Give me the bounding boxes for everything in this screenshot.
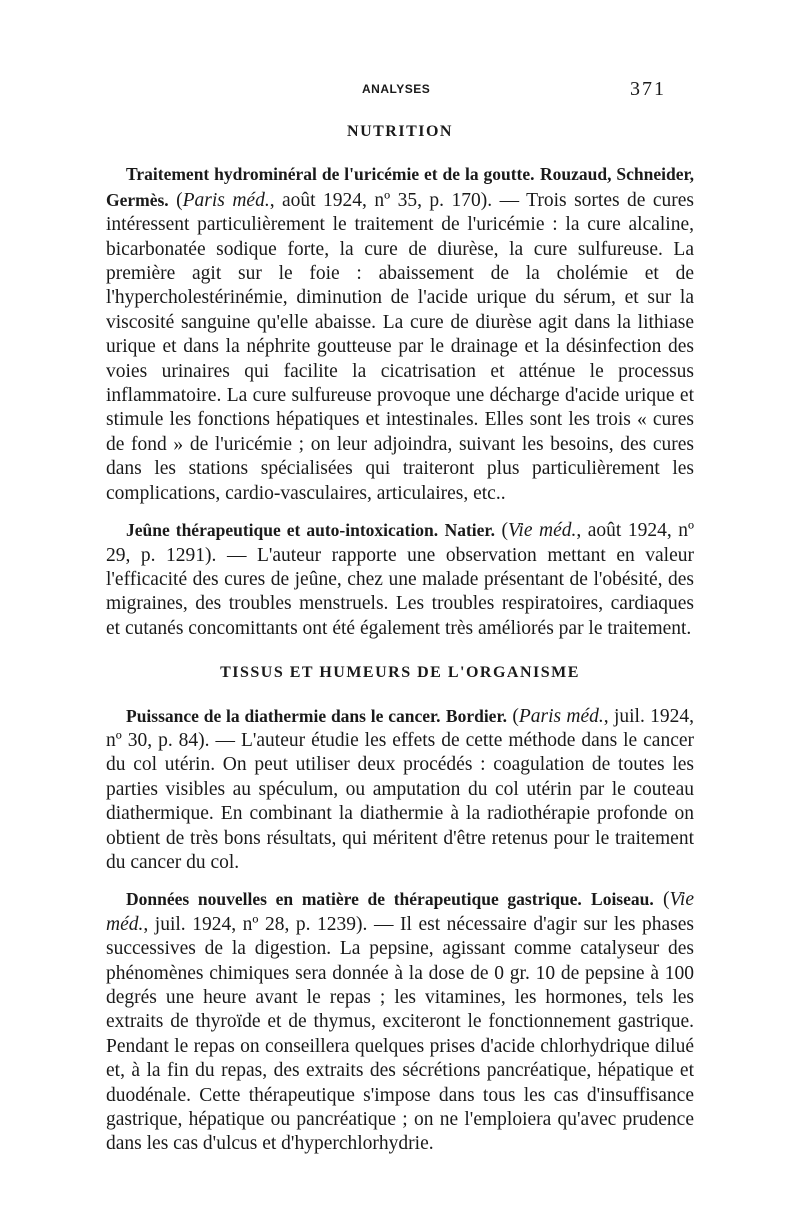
source-details: , août 1924, nº 29, p. 1291). bbox=[106, 520, 694, 566]
section-heading-nutrition: NUTRITION bbox=[347, 123, 453, 140]
journal-name: Paris méd. bbox=[518, 705, 604, 727]
section-heading-tissus: TISSUS ET HUMEURS DE L'ORGANISME bbox=[220, 664, 580, 682]
entry-source bbox=[176, 190, 492, 211]
entry-abstract: — L'auteur étudie les effets de cette méthode dans le cancer du col utérin. On peut utiliser deux procédés : coagulation de toutes les parties visibles au spéculum, ou amputation du col utérin par le couteau diathermique. En combinant la diathermie à la radiothérapie profonde on obtient de très bons résultats, qui méritent d'être retenus pour le traitement du cancer du col. bbox=[106, 729, 695, 873]
entry-title: Données nouvelles en matière de thérapeutique gastrique. bbox=[126, 889, 582, 910]
running-head bbox=[0, 78, 800, 102]
source-details: , août 1924, nº 35, p. 170). bbox=[269, 189, 493, 211]
source-open: ( bbox=[501, 520, 508, 542]
entry-title: Puissance de la diathermie dans le cancer. bbox=[126, 705, 441, 726]
source-open: ( bbox=[512, 705, 519, 727]
journal-name: Vie méd. bbox=[507, 520, 577, 542]
journal-name: Vie méd. bbox=[106, 889, 694, 935]
abstract-entry bbox=[106, 887, 694, 1156]
source-details: , juil. 1924, nº 28, p. 1239). bbox=[143, 913, 368, 935]
journal-name: Paris méd. bbox=[182, 189, 270, 211]
entry-abstract: — Il est nécessaire d'agir sur les phases successives de la digestion. La pepsine, agissant comme catalyseur des phénomènes chimiques sera donnée à la dose de 0 gr. 10 de pepsine à 100 degrés une heure avant le repas ; les vitamines, les hormones, tels les extraits de thyroïde et de thymus, exciteront le fonctionnement gastrique. Pendant le repas on conseillera quelques prises d'acide chlorhydrique dilué et, à la fin du repas, des extraits des sécrétions pancréatique, hépatique et duodénale. Cette thérapeutique s'impose dans tous les cas d'insuffisance gastrique, hépatique ou pancréatique ; on ne l'emploiera qu'avec prudence dans les cas d'ulcus et d'hyperchlorhydrie. bbox=[106, 913, 695, 1155]
source-details: , juil. 1924, nº 30, p. 84). bbox=[106, 705, 695, 751]
abstract-entry bbox=[106, 704, 694, 876]
source-open: ( bbox=[176, 189, 183, 211]
entry-authors: Loiseau. bbox=[591, 889, 654, 910]
entry-abstract: — L'auteur rapporte une observation mettant en valeur l'efficacité des cures de jeûne, chez une malade présentant de l'obésité, des migraines, des troubles menstruels. Les troubles respiratoires, cardiaques et cutanés concomittants ont été également très améliorés par le traitement. bbox=[106, 544, 694, 639]
entry-authors: Bordier. bbox=[445, 705, 507, 726]
entry-title: Traitement hydrominéral de l'uricémie et de la goutte. bbox=[126, 164, 535, 185]
page-content bbox=[106, 120, 694, 1169]
running-title: ANALYSES bbox=[362, 82, 431, 96]
entry-title: Jeûne thérapeutique et auto-intoxication. bbox=[126, 520, 439, 541]
page-number: 371 bbox=[630, 78, 666, 100]
abstract-entry bbox=[106, 518, 694, 641]
entry-authors: Rouzaud, Schneider, Germès. bbox=[106, 164, 695, 210]
source-open: ( bbox=[662, 889, 670, 911]
entry-abstract: — Trois sortes de cures intéressent particulièrement le traitement de l'uricémie : la cure alcaline, bicarbonatée sodique forte, la cure de diurèse, la cure sulfureuse. La première agit sur le foie : abaissement de la cholémie et de l'hypercholestérinémie, diminution de l'acide urique du sérum, et sur la viscosité sanguine qu'elle abaisse. La cure de diurèse agit dans la lithiase urique et dans la néphrite goutteuse par le drainage et la désinfection des voies urinaires qui facilite la cicatrisation et atténue le processus inflammatoire. La cure sulfureuse provoque une décharge d'acide urique et stimule les fonctions hépatiques et intestinales. Elles sont les trois « cures de fond » de l'uricémie ; on leur adjoindra, suivant les besoins, des cures dans les stations spécialisées qui traiteront plus particulièrement les complications, cardio-vasculaires, articulaires, etc.. bbox=[106, 189, 695, 504]
abstract-entry bbox=[106, 162, 694, 506]
entry-authors: Natier. bbox=[444, 520, 495, 541]
